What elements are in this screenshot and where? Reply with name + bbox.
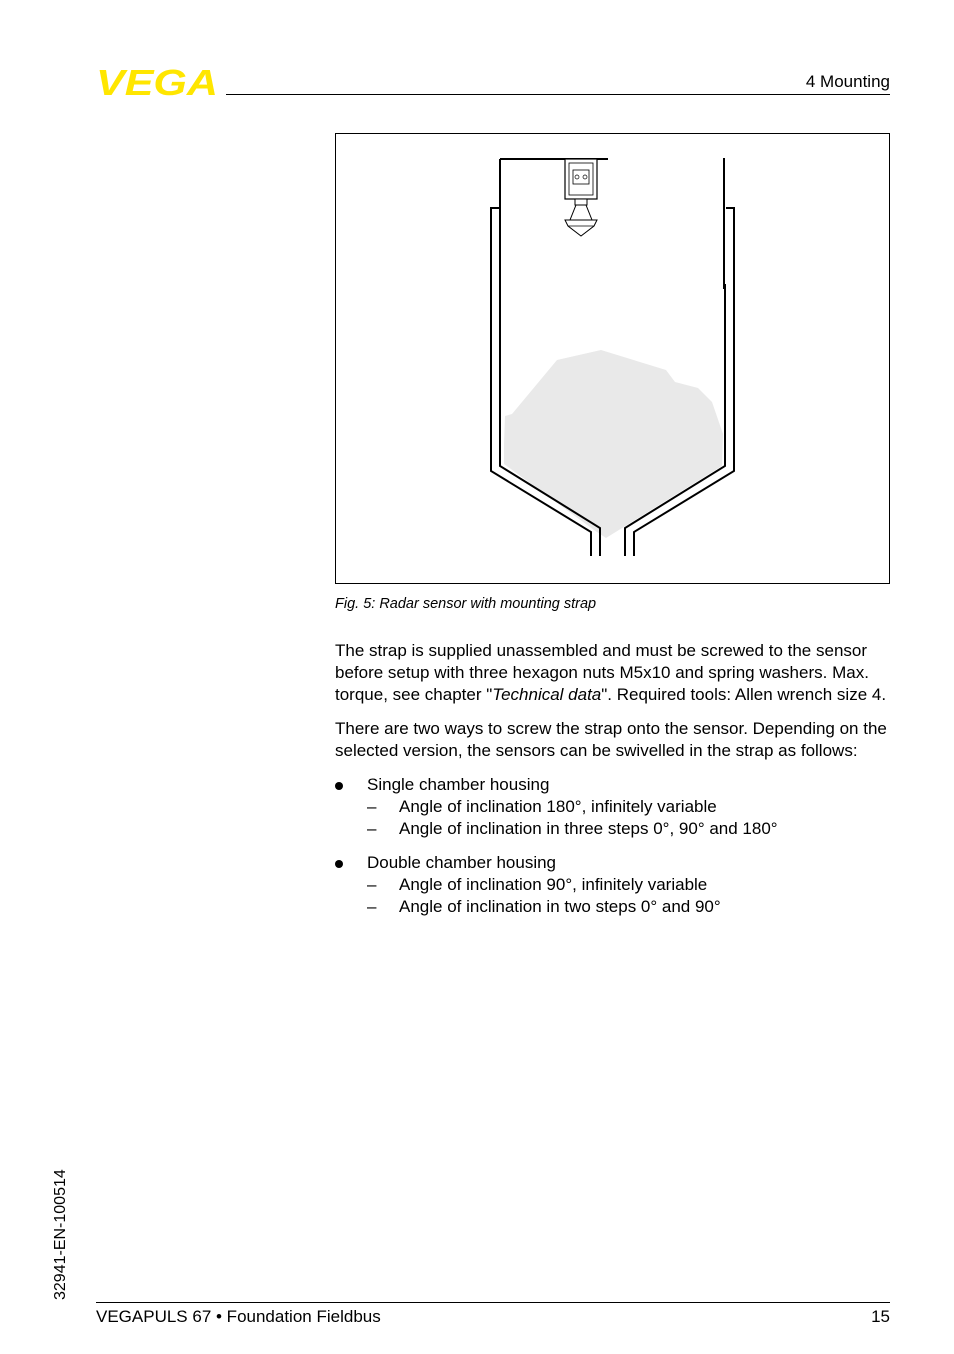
technical-data-reference: Technical data <box>492 685 602 704</box>
paragraph-ways: There are two ways to screw the strap onto the sensor. Depending on the selected version, the sensors can be swivelled in the strap as follows: <box>335 719 887 760</box>
list-item <box>335 774 895 840</box>
paragraph-strap: The strap is supplied unassembled and must be screwed to the sensor before setup with three hexagon nuts M5x10 and spring washers. Max. torque, see chapter "Technical data". Required tools: Allen wrench size 4. <box>335 641 887 704</box>
footer-rule <box>96 1302 890 1303</box>
figure-caption: Fig. 5: Radar sensor with mounting strap <box>335 596 597 612</box>
vega-logo <box>96 64 220 98</box>
radar-sensor <box>565 159 597 236</box>
list-item <box>335 852 895 918</box>
sub-list-item: – Angle of inclination 180°, infinitely variable <box>367 797 717 816</box>
bullet-label: Double chamber housing <box>367 853 557 872</box>
bullet-icon <box>335 782 343 790</box>
body-text <box>335 640 895 930</box>
sub-list-item: – Angle of inclination in two steps 0° and 90° <box>367 897 721 916</box>
dash-icon: – <box>367 819 377 838</box>
bullet-label: Single chamber housing <box>367 775 550 794</box>
section-title: 4 Mounting <box>805 72 890 91</box>
sub-list-item: – Angle of inclination in three steps 0°, 90° and 180° <box>367 819 778 838</box>
logo-text: VEGA <box>96 64 218 98</box>
bullet-icon <box>335 860 343 868</box>
page-number: 15 <box>871 1307 890 1326</box>
figure-frame <box>335 133 890 584</box>
silo-diagram <box>336 134 889 583</box>
housing-list <box>335 774 895 918</box>
sub-list-item: – Angle of inclination 90°, infinitely variable <box>367 875 708 894</box>
dash-icon: – <box>367 897 377 916</box>
footer-product: VEGAPULS 67 • Foundation Fieldbus <box>96 1307 381 1326</box>
header-rule <box>226 94 890 95</box>
bulk-material <box>504 350 723 538</box>
dash-icon: – <box>367 797 377 816</box>
dash-icon: – <box>367 875 377 894</box>
document-code: 32941-EN-100514 <box>52 1169 69 1300</box>
